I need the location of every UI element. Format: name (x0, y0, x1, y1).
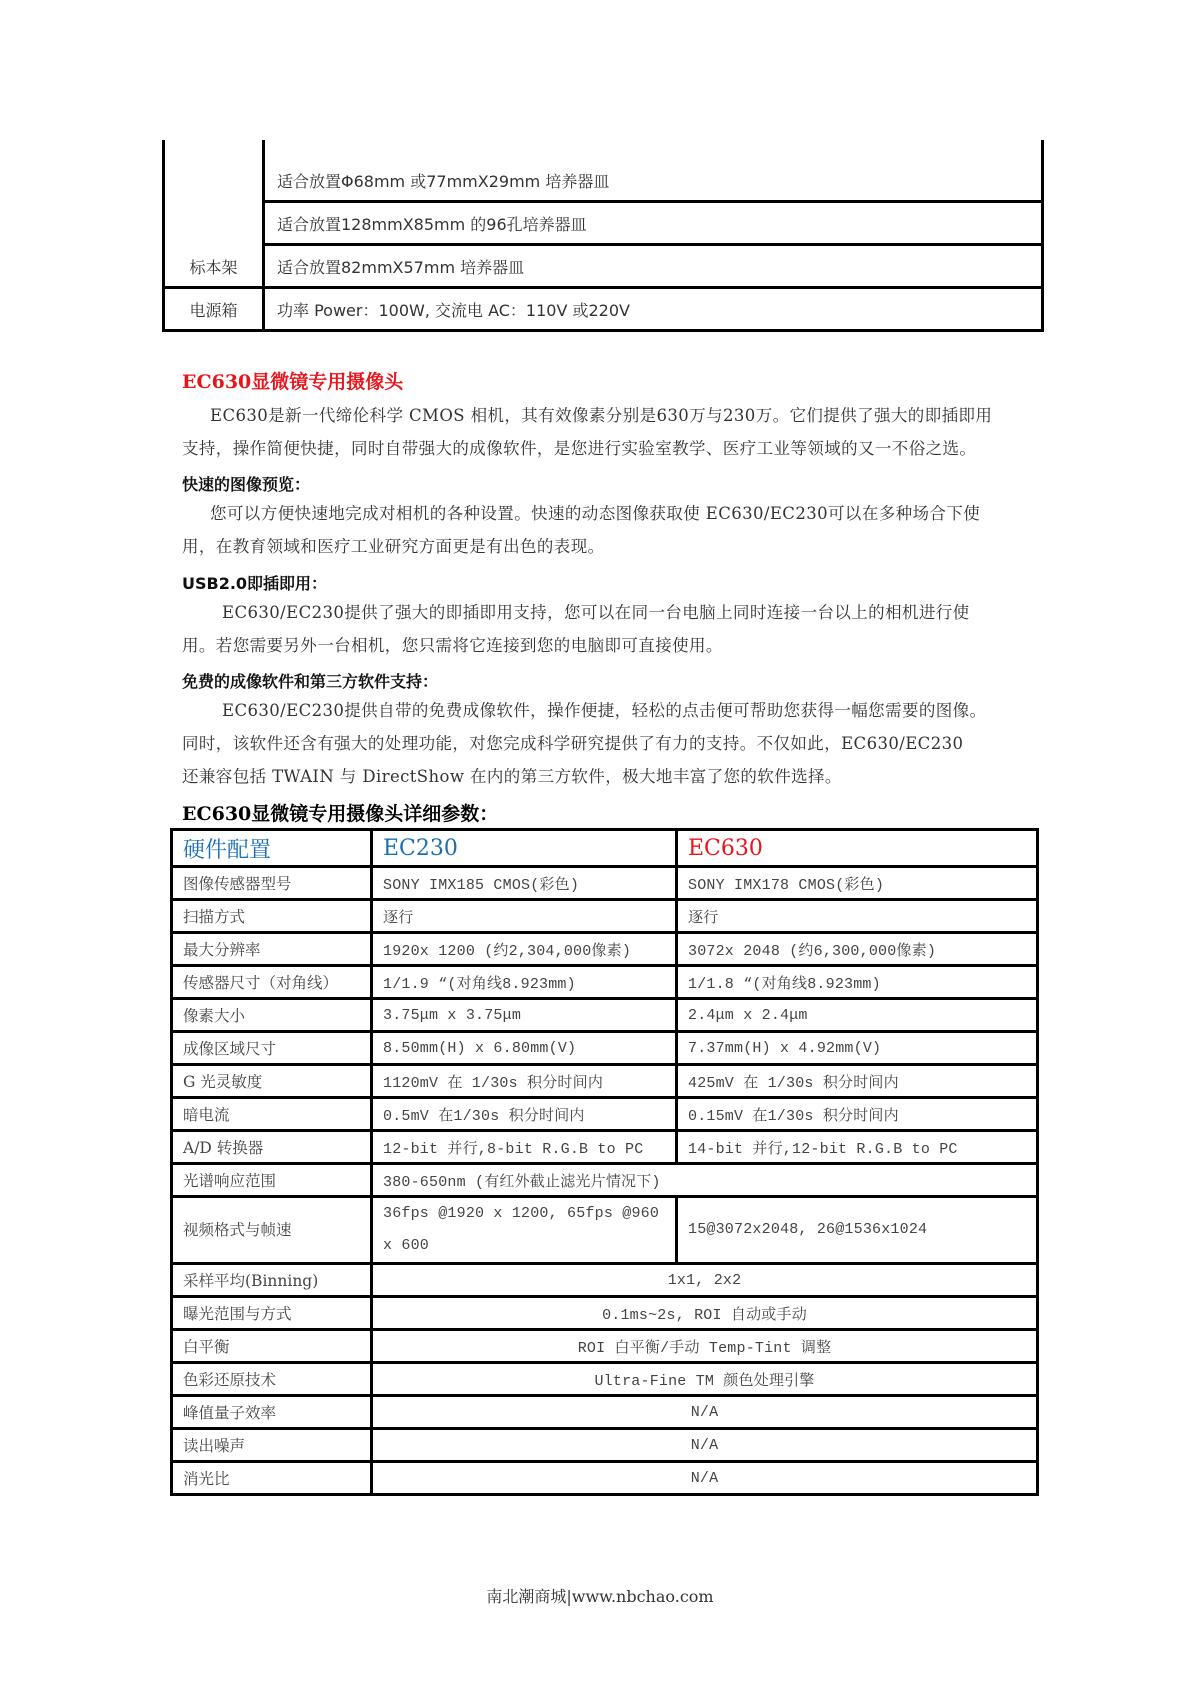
power-value: 功率 Power：100W, 交流电 AC：110V 或220V (264, 288, 1043, 331)
table-row (172, 1065, 1038, 1098)
row-label: A/D 转换器 (172, 1131, 372, 1164)
row-value-ec630: 1/1.8 “(对角线8.923mm) (677, 966, 1038, 999)
table-row (172, 1396, 1038, 1429)
header-ec230: EC230 (372, 830, 677, 867)
row-value-ec630: 425mV 在 1/30s 积分时间内 (677, 1065, 1038, 1098)
row-value: 1x1, 2x2 (372, 1264, 1038, 1297)
specimen-row: 适合放置128mmX85mm 的96孔培养器皿 (264, 202, 1043, 245)
row-label: 扫描方式 (172, 900, 372, 933)
software-paragraph (182, 694, 1032, 793)
row-label: 像素大小 (172, 999, 372, 1032)
table-row (172, 1098, 1038, 1131)
table-row (172, 867, 1038, 900)
row-value-ec630: 2.4μm x 2.4μm (677, 999, 1038, 1032)
row-label: 色彩还原技术 (172, 1363, 372, 1396)
row-value-ec630: 15@3072x2048, 26@1536x1024 (677, 1197, 1038, 1264)
spec-table (170, 828, 1039, 1496)
row-label: 图像传感器型号 (172, 867, 372, 900)
row-value-ec230: 8.50mm(H) x 6.80mm(V) (372, 1032, 677, 1065)
section-title: EC630显微镜专用摄像头 (182, 371, 404, 393)
row-label: 读出噪声 (172, 1429, 372, 1462)
row-value-ec230: 1/1.9 “(对角线8.923mm) (372, 966, 677, 999)
software-heading: 免费的成像软件和第三方软件支持： (182, 672, 439, 691)
para-line: 同时，该软件还含有强大的处理功能，对您完成科学研究提供了有力的支持。不仅如此，EC630/EC230 (182, 734, 964, 753)
row-label: 消光比 (172, 1462, 372, 1495)
row-value: 380-650nm (有红外截止滤光片情况下) (372, 1164, 1038, 1197)
table-row (172, 1131, 1038, 1164)
row-label: 最大分辨率 (172, 933, 372, 966)
row-value-ec230: 12-bit 并行,8-bit R.G.B to PC (372, 1131, 677, 1164)
row-value-ec230: 1920x 1200 (约2,304,000像素) (372, 933, 677, 966)
table-row (172, 1462, 1038, 1495)
row-value-ec630: SONY IMX178 CMOS(彩色) (677, 867, 1038, 900)
para-line: EC630/EC230提供了强大的即插即用支持，您可以在同一台电脑上同时连接一台以上的相机进行使 (222, 603, 970, 622)
table-row (172, 1032, 1038, 1065)
row-value-ec630: 3072x 2048 (约6,300,000像素) (677, 933, 1038, 966)
para-line: 用，在教育领域和医疗工业研究方面更是有出色的表现。 (182, 537, 605, 556)
specimen-label: 标本架 (164, 140, 264, 288)
row-value-ec230: 逐行 (372, 900, 677, 933)
row-label: 视频格式与帧速 (172, 1197, 372, 1264)
table-row (172, 1297, 1038, 1330)
row-value: N/A (372, 1429, 1038, 1462)
row-value-ec630: 逐行 (677, 900, 1038, 933)
table-row (172, 1264, 1038, 1297)
row-value-ec630: 14-bit 并行,12-bit R.G.B to PC (677, 1131, 1038, 1164)
table-row (172, 1363, 1038, 1396)
table-row (172, 966, 1038, 999)
fast-preview-heading: 快速的图像预览： (182, 475, 311, 494)
usb-paragraph (182, 596, 1032, 662)
table-row (172, 1197, 1038, 1264)
para-line: 还兼容包括 TWAIN 与 DirectShow 在内的第三方软件，极大地丰富了您的软件选择。 (182, 767, 842, 786)
row-label: 传感器尺寸（对角线） (172, 966, 372, 999)
row-label: 光谱响应范围 (172, 1164, 372, 1197)
para-line: 用。若您需要另外一台相机，您只需将它连接到您的电脑即可直接使用。 (182, 636, 723, 655)
row-value: ROI 白平衡/手动 Temp-Tint 调整 (372, 1330, 1038, 1363)
header-ec630: EC630 (677, 830, 1038, 867)
footer: 南北潮商城|www.nbchao.com (486, 1587, 714, 1606)
row-value-ec230: 3.75μm x 3.75μm (372, 999, 677, 1032)
row-label: 曝光范围与方式 (172, 1297, 372, 1330)
row-value: Ultra-Fine TM 颜色处理引擎 (372, 1363, 1038, 1396)
table-row (172, 1330, 1038, 1363)
spec-table-title: EC630显微镜专用摄像头详细参数： (182, 803, 499, 825)
fast-preview-paragraph (182, 497, 1032, 563)
specimen-row: 适合放置82mmX57mm 培养器皿 (264, 245, 1043, 288)
row-label: 峰值量子效率 (172, 1396, 372, 1429)
row-value: N/A (372, 1462, 1038, 1495)
intro-paragraph (182, 399, 1032, 465)
specimen-row: 适合放置Φ68mm 或77mmX29mm 培养器皿 (264, 140, 1043, 202)
para-line: 您可以方便快速地完成对相机的各种设置。快速的动态图像获取使 EC630/EC230可以在多种场合下使 (210, 504, 981, 523)
table-row (172, 1429, 1038, 1462)
row-value: N/A (372, 1396, 1038, 1429)
para-line: EC630/EC230提供自带的免费成像软件，操作便捷，轻松的点击便可帮助您获得一幅您需要的图像。 (222, 701, 987, 720)
intro-line: 支持，操作简便快捷，同时自带强大的成像软件，是您进行实验室教学、医疗工业等领域的又一不俗之选。 (182, 439, 977, 458)
intro-line: EC630是新一代缔伦科学 CMOS 相机，其有效像素分别是630万与230万。它们提供了强大的即插即用 (210, 406, 993, 425)
row-value-ec230: SONY IMX185 CMOS(彩色) (372, 867, 677, 900)
row-label: 采样平均(Binning) (172, 1264, 372, 1297)
row-value-ec230: 0.5mV 在1/30s 积分时间内 (372, 1098, 677, 1131)
table-row (172, 900, 1038, 933)
row-value: 0.1ms~2s, ROI 自动或手动 (372, 1297, 1038, 1330)
usb-heading: USB2.0即插即用： (182, 574, 328, 593)
header-hardware: 硬件配置 (172, 830, 372, 867)
table-row (172, 933, 1038, 966)
row-label: 白平衡 (172, 1330, 372, 1363)
row-value-ec630: 0.15mV 在1/30s 积分时间内 (677, 1098, 1038, 1131)
row-label: G 光灵敏度 (172, 1065, 372, 1098)
row-label: 成像区域尺寸 (172, 1032, 372, 1065)
table-row (172, 1164, 1038, 1197)
accessory-table (162, 140, 1044, 332)
spec-header-row (172, 830, 1038, 867)
table-row (172, 999, 1038, 1032)
row-value-ec630: 7.37mm(H) x 4.92mm(V) (677, 1032, 1038, 1065)
power-label: 电源箱 (164, 288, 264, 331)
row-value-ec230: 36fps @1920 x 1200, 65fps @960 x 600 (372, 1197, 677, 1264)
row-label: 暗电流 (172, 1098, 372, 1131)
row-value-ec230: 1120mV 在 1/30s 积分时间内 (372, 1065, 677, 1098)
